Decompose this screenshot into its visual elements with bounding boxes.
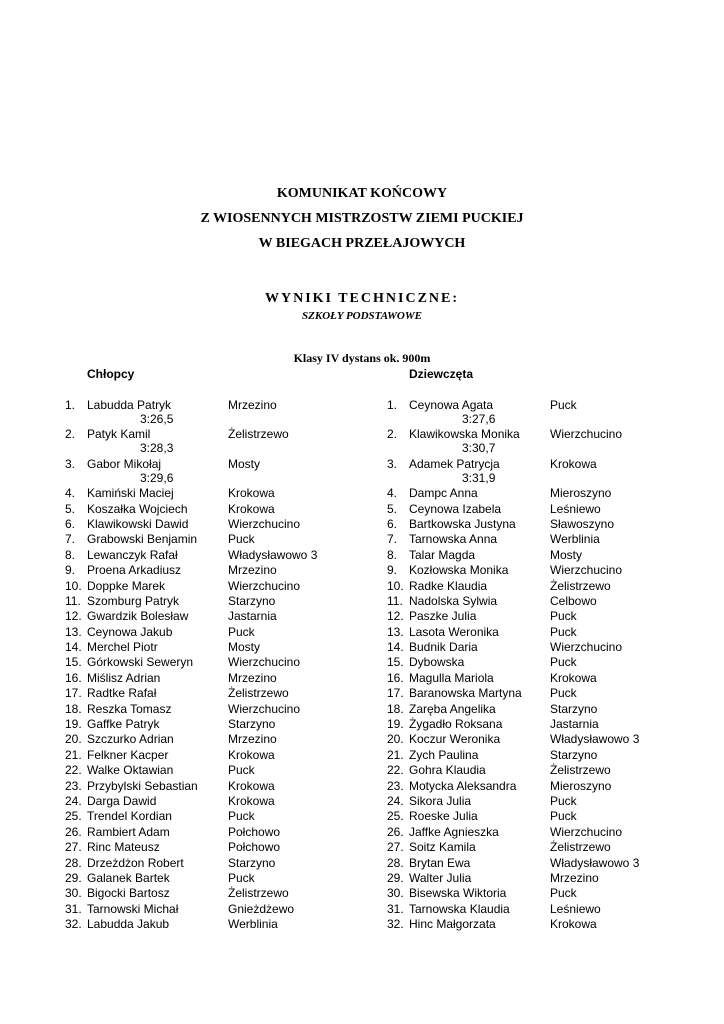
rank-number: 13. <box>387 624 404 639</box>
competitor-name: Merchel Piotr <box>87 640 158 655</box>
result-row <box>65 579 355 594</box>
rank-number: 3. <box>387 456 398 471</box>
rank-number: 13. <box>65 624 82 639</box>
result-row <box>65 502 355 517</box>
result-row <box>387 809 687 824</box>
rank-number: 32. <box>65 917 82 932</box>
result-row <box>387 486 687 501</box>
rank-number: 26. <box>387 824 404 839</box>
competitor-name: Bartkowska Justyna <box>409 516 516 531</box>
competitor-name: Gabor Mikołaj <box>87 456 162 471</box>
rank-number: 17. <box>387 686 404 701</box>
girls-heading: Dziewczęta <box>409 367 474 381</box>
result-row <box>387 594 687 609</box>
rank-number: 7. <box>387 532 398 547</box>
result-row <box>387 579 687 594</box>
school-place: Starzyno <box>228 593 276 608</box>
competitor-name: Lasota Weronika <box>409 624 499 639</box>
school-place: Puck <box>550 686 577 701</box>
result-row <box>387 427 687 456</box>
competitor-name: Proena Arkadiusz <box>87 563 182 578</box>
rank-number: 31. <box>65 901 82 916</box>
school-place: Wierzchucino <box>228 655 301 670</box>
competitor-name: Kozłowska Monika <box>409 563 509 578</box>
school-place: Żelistrzewo <box>228 427 289 442</box>
school-place: Połchowo <box>228 824 281 839</box>
competitor-name: Galanek Bartek <box>87 870 170 885</box>
rank-number: 5. <box>387 501 398 516</box>
result-row <box>387 671 687 686</box>
result-row <box>65 532 355 547</box>
school-place: Mrzezino <box>228 732 277 747</box>
school-place: Mieroszyno <box>550 778 612 793</box>
school-place: Puck <box>550 609 577 624</box>
school-place: Połchowo <box>228 840 281 855</box>
school-place: Krokowa <box>550 917 597 932</box>
rank-number: 19. <box>387 717 404 732</box>
rank-number: 15. <box>387 655 404 670</box>
rank-number: 10. <box>65 578 82 593</box>
competitor-name: Trendel Kordian <box>87 809 172 824</box>
result-row <box>65 825 355 840</box>
result-row <box>387 609 687 624</box>
rank-number: 28. <box>65 855 82 870</box>
rank-number: 20. <box>387 732 404 747</box>
school-place: Celbowo <box>550 593 597 608</box>
rank-number: 23. <box>65 778 82 793</box>
result-row <box>65 486 355 501</box>
rank-number: 25. <box>65 809 82 824</box>
rank-number: 11. <box>387 593 403 608</box>
school-place: Jastarnia <box>550 717 599 732</box>
result-row <box>65 840 355 855</box>
rank-number: 22. <box>65 763 82 778</box>
rank-number: 30. <box>387 886 404 901</box>
school-place: Wierzchucino <box>550 563 623 578</box>
competitor-name: Gohra Klaudia <box>409 763 486 778</box>
result-row <box>387 548 687 563</box>
competitor-name: Tarnowska Klaudia <box>409 901 510 916</box>
school-place: Gnieżdżewo <box>228 901 295 916</box>
competitor-name: Darga Dawid <box>87 793 157 808</box>
result-row <box>387 563 687 578</box>
result-row <box>387 886 687 901</box>
school-place: Mrzezino <box>550 870 599 885</box>
competitor-name: Grabowski Benjamin <box>87 532 198 547</box>
result-row <box>65 732 355 747</box>
school-place: Władysławowo 3 <box>228 547 318 562</box>
school-place: Wierzchucino <box>228 701 301 716</box>
result-row <box>387 457 687 486</box>
result-row <box>65 655 355 670</box>
competitor-name: Magulla Mariola <box>409 670 494 685</box>
rank-number: 6. <box>65 516 76 531</box>
rank-number: 8. <box>65 547 76 562</box>
rank-number: 17. <box>65 686 82 701</box>
rank-number: 12. <box>65 609 82 624</box>
result-row <box>387 871 687 886</box>
competitor-name: Ceynowa Agata <box>409 398 494 412</box>
rank-number: 27. <box>65 840 82 855</box>
rank-number: 27. <box>387 840 404 855</box>
class-distance-heading: Klasy IV dystans ok. 900m <box>293 351 431 365</box>
result-row <box>387 902 687 917</box>
rank-number: 29. <box>387 870 404 885</box>
school-place: Leśniewo <box>550 901 601 916</box>
competitor-name: Talar Magda <box>409 547 476 562</box>
rank-number: 29. <box>65 870 82 885</box>
result-row <box>387 917 687 932</box>
school-place: Puck <box>228 763 255 778</box>
school-place: Krokowa <box>228 747 275 762</box>
result-row <box>65 594 355 609</box>
result-row <box>387 717 687 732</box>
school-place: Puck <box>228 624 255 639</box>
rank-number: 24. <box>65 793 82 808</box>
result-row <box>65 609 355 624</box>
competitor-name: Zych Paulina <box>409 747 479 762</box>
school-place: Wierzchucino <box>550 640 623 655</box>
competitor-name: Górkowski Seweryn <box>87 655 194 670</box>
competitor-name: Brytan Ewa <box>409 855 471 870</box>
school-place: Werblinia <box>228 917 278 932</box>
result-row <box>387 840 687 855</box>
competitor-name: Roeske Julia <box>409 809 478 824</box>
result-row <box>65 794 355 809</box>
technical-results-heading: WYNIKI TECHNICZNE: <box>264 291 460 306</box>
competitor-name: Rinc Mateusz <box>87 840 160 855</box>
competitor-name: Sikora Julia <box>409 793 472 808</box>
result-row <box>65 671 355 686</box>
competitor-name: Felkner Kacper <box>87 747 169 762</box>
result-row <box>387 655 687 670</box>
school-place: Wierzchucino <box>228 516 301 531</box>
rank-number: 32. <box>387 917 404 932</box>
result-row <box>387 702 687 717</box>
school-place: Wierzchucino <box>550 427 623 442</box>
rank-number: 18. <box>387 701 404 716</box>
result-row <box>387 686 687 701</box>
school-place: Mosty <box>228 640 261 655</box>
school-place: Puck <box>228 532 255 547</box>
competitor-name: Ceynowa Izabela <box>409 501 502 516</box>
school-place: Puck <box>228 870 255 885</box>
competitor-name: Szomburg Patryk <box>87 593 180 608</box>
result-row <box>387 763 687 778</box>
result-row <box>65 517 355 532</box>
rank-number: 16. <box>65 670 82 685</box>
result-row <box>387 825 687 840</box>
school-place: Mrzezino <box>228 563 277 578</box>
competitor-name: Dampc Anna <box>409 486 478 501</box>
rank-number: 26. <box>65 824 82 839</box>
school-place: Puck <box>550 398 577 412</box>
rank-number: 9. <box>387 563 398 578</box>
rank-number: 23. <box>387 778 404 793</box>
school-place: Żelistrzewo <box>550 578 611 593</box>
rank-number: 31. <box>387 901 404 916</box>
rank-number: 18. <box>65 701 82 716</box>
rank-number: 8. <box>387 547 398 562</box>
competitor-name: Patyk Kamil <box>87 427 151 442</box>
result-row <box>65 398 355 427</box>
result-row <box>387 398 687 427</box>
result-row <box>65 856 355 871</box>
rank-number: 3. <box>65 456 76 471</box>
rank-number: 1. <box>387 398 398 412</box>
result-row <box>65 625 355 640</box>
rank-number: 2. <box>387 427 398 442</box>
rank-number: 9. <box>65 563 76 578</box>
school-place: Puck <box>550 624 577 639</box>
boys-heading: Chłopcy <box>87 367 135 381</box>
competitor-name: Tarnowska Anna <box>409 532 498 547</box>
finish-time: 3:31,9 <box>462 470 496 485</box>
finish-time: 3:29,6 <box>140 470 174 485</box>
competitor-name: Przybylski Sebastian <box>87 778 198 793</box>
competitor-name: Ceynowa Jakub <box>87 624 173 639</box>
school-place: Wierzchucino <box>550 824 623 839</box>
competitor-name: Zaręba Angelika <box>409 701 496 716</box>
competitor-name: Baranowska Martyna <box>409 686 522 701</box>
rank-number: 7. <box>65 532 76 547</box>
result-row <box>65 427 355 456</box>
result-row <box>387 779 687 794</box>
title-line-3: W BIEGACH PRZEŁAJOWYCH <box>258 236 466 251</box>
school-place: Starzyno <box>550 701 598 716</box>
school-place: Starzyno <box>550 747 598 762</box>
result-row <box>65 763 355 778</box>
result-row <box>65 548 355 563</box>
competitor-name: Miślisz Adrian <box>87 670 161 685</box>
rank-number: 28. <box>387 855 404 870</box>
competitor-name: Nadolska Sylwia <box>409 593 498 608</box>
school-place: Mrzezino <box>228 398 277 412</box>
competitor-name: Bigocki Bartosz <box>87 886 170 901</box>
school-place: Krokowa <box>550 670 597 685</box>
competitor-name: Rambiert Adam <box>87 824 170 839</box>
school-place: Krokowa <box>228 501 275 516</box>
rank-number: 24. <box>387 793 404 808</box>
school-place: Starzyno <box>228 717 276 732</box>
result-row <box>387 502 687 517</box>
school-place: Puck <box>550 655 577 670</box>
school-place: Sławoszyno <box>550 516 615 531</box>
competitor-name: Radtke Rafał <box>87 686 157 701</box>
rank-number: 5. <box>65 501 76 516</box>
school-place: Żelistrzewo <box>550 840 611 855</box>
school-place: Władysławowo 3 <box>550 732 640 747</box>
school-place: Puck <box>550 809 577 824</box>
school-place: Puck <box>550 793 577 808</box>
rank-number: 10. <box>387 578 404 593</box>
result-row <box>387 856 687 871</box>
rank-number: 14. <box>387 640 404 655</box>
school-place: Władysławowo 3 <box>550 855 640 870</box>
competitor-name: Jaffke Agnieszka <box>409 824 499 839</box>
competitor-name: Dybowska <box>409 655 465 670</box>
rank-number: 21. <box>65 747 82 762</box>
rank-number: 20. <box>65 732 82 747</box>
rank-number: 16. <box>387 670 404 685</box>
finish-time: 3:28,3 <box>140 441 174 456</box>
school-place: Jastarnia <box>228 609 277 624</box>
school-place: Krokowa <box>228 778 275 793</box>
result-row <box>387 625 687 640</box>
school-place: Leśniewo <box>550 501 601 516</box>
result-row <box>65 686 355 701</box>
rank-number: 30. <box>65 886 82 901</box>
girls-results-list <box>387 398 687 933</box>
competitor-name: Motycka Aleksandra <box>409 778 517 793</box>
result-row <box>387 517 687 532</box>
school-place: Krokowa <box>228 486 275 501</box>
rank-number: 6. <box>387 516 398 531</box>
result-row <box>65 917 355 932</box>
result-row <box>65 871 355 886</box>
result-row <box>65 563 355 578</box>
result-row <box>65 640 355 655</box>
rank-number: 25. <box>387 809 404 824</box>
rank-number: 12. <box>387 609 404 624</box>
competitor-name: Walter Julia <box>409 870 472 885</box>
result-row <box>65 457 355 486</box>
competitor-name: Labudda Jakub <box>87 917 170 932</box>
finish-time: 3:26,5 <box>140 412 174 426</box>
school-place: Żelistrzewo <box>550 763 611 778</box>
competitor-name: Paszke Julia <box>409 609 477 624</box>
competitor-name: Adamek Patrycja <box>409 456 500 471</box>
rank-number: 4. <box>65 486 76 501</box>
rank-number: 11. <box>65 593 81 608</box>
result-row <box>387 532 687 547</box>
competitor-name: Kamiński Maciej <box>87 486 174 501</box>
school-place: Żelistrzewo <box>228 886 289 901</box>
competitor-name: Lewanczyk Rafał <box>87 547 178 562</box>
school-place: Krokowa <box>550 456 597 471</box>
school-place: Starzyno <box>228 855 276 870</box>
rank-number: 14. <box>65 640 82 655</box>
competitor-name: Radke Klaudia <box>409 578 488 593</box>
competitor-name: Szczurko Adrian <box>87 732 174 747</box>
competitor-name: Gaffke Patryk <box>87 717 160 732</box>
school-place: Krokowa <box>228 793 275 808</box>
competitor-name: Hinc Małgorzata <box>409 917 496 932</box>
result-row <box>387 748 687 763</box>
title-line-1: KOMUNIKAT KOŃCOWY <box>276 186 448 201</box>
school-place: Mosty <box>550 547 583 562</box>
rank-number: 2. <box>65 427 76 442</box>
rank-number: 4. <box>387 486 398 501</box>
competitor-name: Soitz Kamila <box>409 840 476 855</box>
school-place: Puck <box>550 886 577 901</box>
rank-number: 22. <box>387 763 404 778</box>
competitor-name: Reszka Tomasz <box>87 701 172 716</box>
boys-results-list <box>65 398 355 933</box>
competitor-name: Tarnowski Michał <box>87 901 179 916</box>
competitor-name: Budnik Daria <box>409 640 478 655</box>
finish-time: 3:30,7 <box>462 441 496 456</box>
competitor-name: Klawikowska Monika <box>409 427 520 442</box>
school-place: Mosty <box>228 456 261 471</box>
competitor-name: Doppke Marek <box>87 578 166 593</box>
result-row <box>65 702 355 717</box>
school-place: Puck <box>228 809 255 824</box>
result-row <box>387 732 687 747</box>
school-place: Żelistrzewo <box>228 686 289 701</box>
title-line-2: Z WIOSENNYCH MISTRZOSTW ZIEMI PUCKIEJ <box>200 211 524 226</box>
school-type-subheading: SZKOŁY PODSTAWOWE <box>302 310 422 322</box>
school-place: Wierzchucino <box>228 578 301 593</box>
result-row <box>65 748 355 763</box>
competitor-name: Bisewska Wiktoria <box>409 886 507 901</box>
result-row <box>65 902 355 917</box>
rank-number: 21. <box>387 747 404 762</box>
rank-number: 15. <box>65 655 82 670</box>
finish-time: 3:27,6 <box>462 412 496 426</box>
result-row <box>387 794 687 809</box>
competitor-name: Koczur Weronika <box>409 732 501 747</box>
competitor-name: Gwardzik Bolesław <box>87 609 189 624</box>
result-row <box>65 886 355 901</box>
result-row <box>387 640 687 655</box>
competitor-name: Żygadło Roksana <box>409 717 503 732</box>
school-place: Werblinia <box>550 532 600 547</box>
competitor-name: Koszałka Wojciech <box>87 501 188 516</box>
result-row <box>65 717 355 732</box>
result-row <box>65 779 355 794</box>
competitor-name: Labudda Patryk <box>87 398 172 412</box>
competitor-name: Klawikowski Dawid <box>87 516 189 531</box>
school-place: Mrzezino <box>228 670 277 685</box>
competitor-name: Walke Oktawian <box>87 763 174 778</box>
result-row <box>65 809 355 824</box>
competitor-name: Drzeżdżon Robert <box>87 855 184 870</box>
rank-number: 19. <box>65 717 82 732</box>
school-place: Mieroszyno <box>550 486 612 501</box>
rank-number: 1. <box>65 398 76 412</box>
